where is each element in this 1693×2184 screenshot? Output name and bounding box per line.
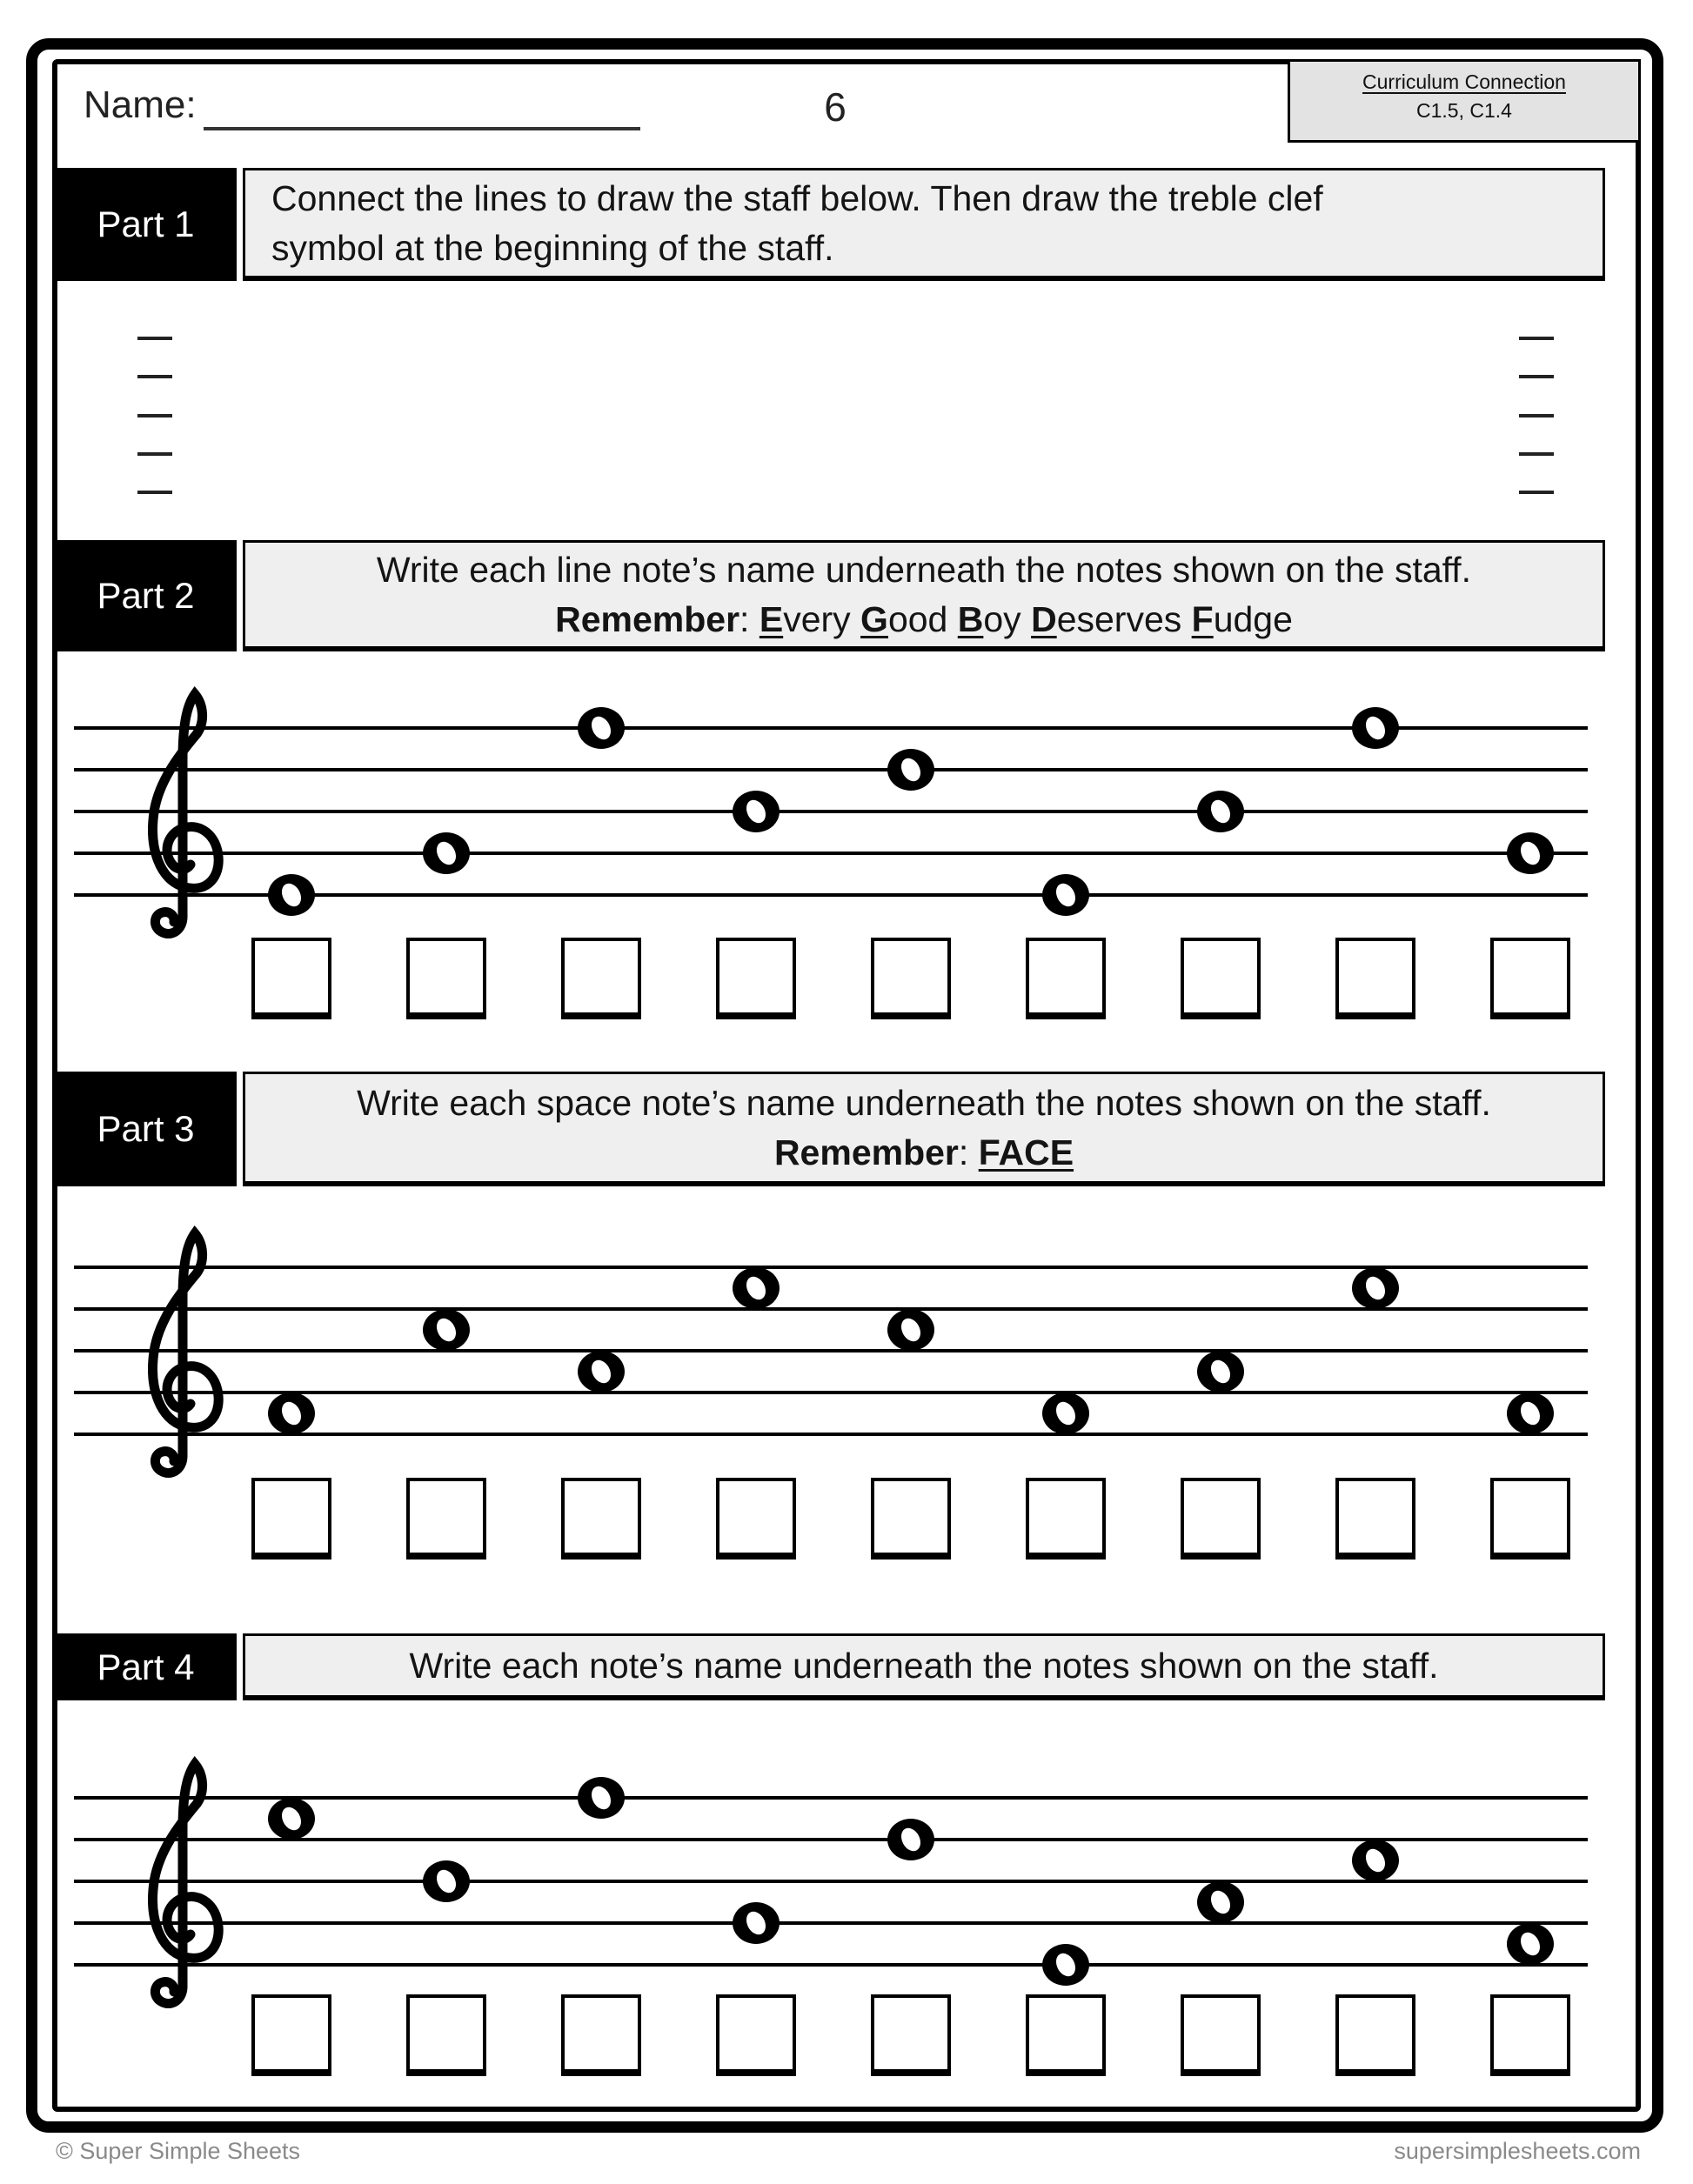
mnemonic-lead-letter: G	[860, 598, 888, 639]
part-4-label: Part 4	[55, 1633, 237, 1700]
staff-line-3	[74, 810, 1588, 813]
part-2-reminder-line: Remember: Every Good Boy Deserves Fudge	[555, 598, 1293, 639]
staff-guide-dash-row3-right	[1519, 414, 1554, 417]
part-3-instruction	[243, 1072, 1605, 1186]
answer-box[interactable]	[1026, 1994, 1106, 2076]
whole-note-icon	[1504, 1390, 1556, 1437]
answer-box[interactable]	[406, 1478, 486, 1560]
whole-note-icon	[265, 1795, 318, 1842]
staff-line-4	[74, 768, 1588, 771]
whole-note-icon	[575, 1774, 627, 1821]
mnemonic-lead-letter: FACE	[978, 1132, 1074, 1172]
answer-box[interactable]	[871, 1478, 951, 1560]
part-3-header	[55, 1072, 1605, 1186]
part-1-instruction	[243, 168, 1605, 281]
mnemonic-lead-letter: F	[1191, 598, 1214, 639]
part-3-instruction-line: Write each space note’s name underneath the notes shown on the staff.	[357, 1082, 1491, 1123]
whole-note-icon	[420, 1306, 472, 1353]
whole-note-icon	[730, 1265, 782, 1312]
whole-note-icon	[885, 746, 937, 793]
whole-note-icon	[1504, 830, 1556, 877]
whole-note-icon	[1194, 1879, 1247, 1926]
part-4-instruction	[243, 1633, 1605, 1700]
staff-line-1	[74, 1963, 1588, 1967]
staff-guide-dash-row4-right	[1519, 452, 1554, 456]
whole-note-icon	[265, 1390, 318, 1437]
curriculum-title: Curriculum Connection	[1362, 70, 1566, 93]
answer-box[interactable]	[251, 1478, 331, 1560]
whole-note-icon	[420, 830, 472, 877]
answer-box[interactable]	[1181, 1994, 1261, 2076]
reminder-prefix: Remember	[555, 598, 740, 639]
answer-box[interactable]	[1181, 1478, 1261, 1560]
staff-guide-dash-row1-left	[137, 337, 172, 340]
answer-box[interactable]	[1490, 938, 1570, 1019]
whole-note-icon	[1040, 1390, 1092, 1437]
part-2-instruction	[243, 540, 1605, 651]
footer-copyright: © Super Simple Sheets	[56, 2138, 301, 2164]
staff-line-3	[74, 1349, 1588, 1352]
treble-clef-icon	[129, 680, 235, 943]
mnemonic-lead-letter: E	[759, 598, 784, 639]
whole-note-icon	[885, 1306, 937, 1353]
part-2-header	[55, 540, 1605, 651]
page-number: 6	[824, 84, 846, 130]
answer-box[interactable]	[406, 938, 486, 1019]
whole-note-icon	[730, 1900, 782, 1947]
whole-note-icon	[575, 1348, 627, 1395]
answer-box[interactable]	[406, 1994, 486, 2076]
answer-box[interactable]	[1335, 1478, 1415, 1560]
answer-box[interactable]	[716, 1994, 796, 2076]
part-4-header	[55, 1633, 1605, 1700]
mnemonic-lead-letter: B	[957, 598, 984, 639]
part-3-label: Part 3	[55, 1072, 237, 1186]
reminder-prefix: Remember	[773, 1132, 959, 1172]
mnemonic-lead-letter: D	[1031, 598, 1057, 639]
answer-box[interactable]	[251, 1994, 331, 2076]
whole-note-icon	[1194, 788, 1247, 835]
whole-note-icon	[420, 1858, 472, 1905]
answer-box[interactable]	[1335, 1994, 1415, 2076]
answer-box[interactable]	[561, 1994, 641, 2076]
answer-box[interactable]	[1026, 1478, 1106, 1560]
answer-box[interactable]	[1335, 938, 1415, 1019]
name-blank-line[interactable]	[204, 127, 640, 130]
answer-box[interactable]	[561, 938, 641, 1019]
answer-box[interactable]	[1490, 1478, 1570, 1560]
treble-clef-icon	[129, 1750, 235, 2013]
whole-note-icon	[1040, 1941, 1092, 1988]
answer-box[interactable]	[871, 938, 951, 1019]
answer-box[interactable]	[1181, 938, 1261, 1019]
part-3-reminder-line: Remember: FACE	[773, 1132, 1074, 1172]
part-2-instruction-line: Write each line note’s name underneath the notes shown on the staff.	[376, 549, 1472, 590]
curriculum-codes: C1.5, C1.4	[1416, 99, 1512, 122]
staff-guide-dash-row3-left	[137, 414, 172, 417]
staff-line-2	[74, 1921, 1588, 1925]
staff-guide-dash-row4-left	[137, 452, 172, 456]
whole-note-icon	[885, 1816, 937, 1863]
answer-box[interactable]	[871, 1994, 951, 2076]
answer-box[interactable]	[716, 1478, 796, 1560]
part-2-label: Part 2	[55, 540, 237, 651]
treble-clef-icon	[129, 1219, 235, 1482]
part-1-instruction-line-1: Connect the lines to draw the staff below. Then draw the treble clef	[271, 177, 1323, 218]
staff-guide-dash-row1-right	[1519, 337, 1554, 340]
whole-note-icon	[1349, 705, 1402, 751]
part-1-header	[55, 168, 1605, 281]
name-label: Name:	[84, 83, 197, 126]
answer-box[interactable]	[716, 938, 796, 1019]
whole-note-icon	[265, 872, 318, 918]
staff-line-2	[74, 852, 1588, 855]
part-1-label: Part 1	[55, 168, 237, 281]
staff-guide-dash-row5-right	[1519, 491, 1554, 494]
staff-guide-dash-row5-left	[137, 491, 172, 494]
answer-box[interactable]	[251, 938, 331, 1019]
answer-box[interactable]	[1026, 938, 1106, 1019]
whole-note-icon	[575, 705, 627, 751]
whole-note-icon	[1349, 1265, 1402, 1312]
whole-note-icon	[1040, 872, 1092, 918]
part-1-instruction-line-2: symbol at the beginning of the staff.	[271, 227, 834, 268]
curriculum-connection-box	[1288, 59, 1641, 143]
whole-note-icon	[1194, 1348, 1247, 1395]
whole-note-icon	[1349, 1837, 1402, 1884]
answer-box[interactable]	[1490, 1994, 1570, 2076]
staff-guide-dash-row2-right	[1519, 375, 1554, 378]
part-4-instruction-line: Write each note’s name underneath the notes shown on the staff.	[409, 1645, 1439, 1686]
footer-website: supersimplesheets.com	[1394, 2138, 1641, 2164]
whole-note-icon	[1504, 1920, 1556, 1967]
whole-note-icon	[730, 788, 782, 835]
answer-box[interactable]	[561, 1478, 641, 1560]
staff-guide-dash-row2-left	[137, 375, 172, 378]
